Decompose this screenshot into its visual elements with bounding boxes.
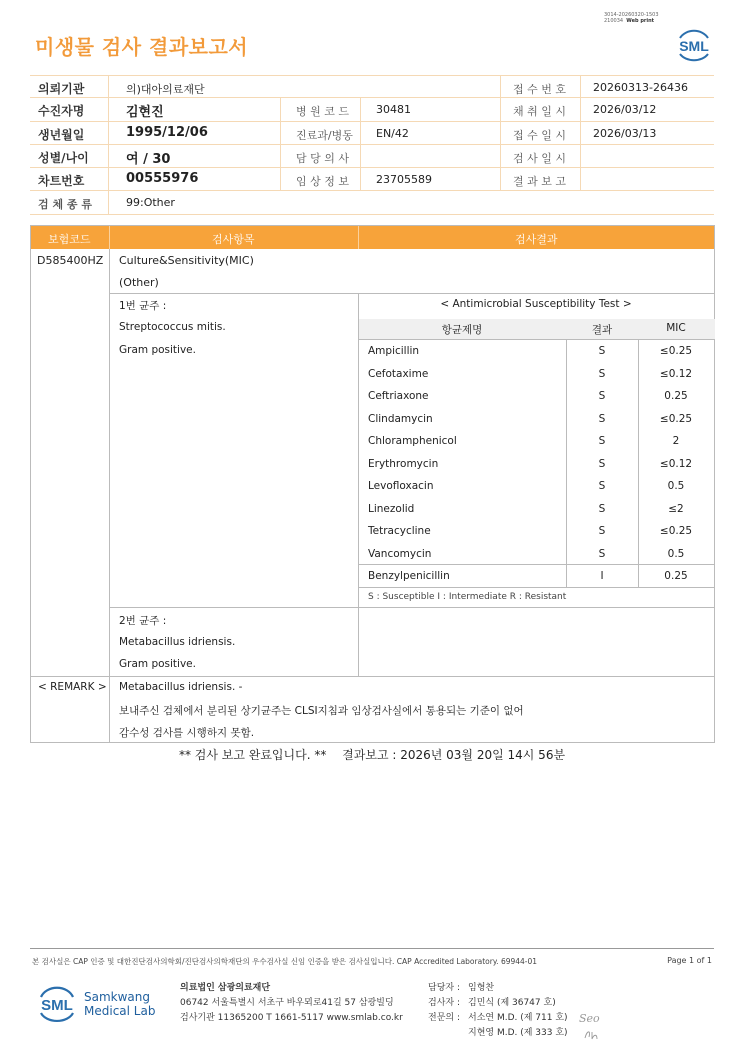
samkwang-logo-text: SML [41,997,73,1014]
info-value: 여 / 30 [126,151,171,167]
col-test-item: 검사항목 [212,233,255,246]
remark-label: < REMARK > [38,681,107,693]
report-time: 결과보고 : 2026년 03월 20일 14시 56분 [342,748,566,762]
ast-mic: 0.25 [664,570,688,582]
info-label: 채 취 일 시 [513,105,566,119]
accreditation-note: 본 검사실은 CAP 인증 및 대한진단검사의학회/진단검사의학재단의 우수검사실 신임 인증을 받은 검사실입니다. CAP Accredited Laboratory. 69944-01 [32,957,538,966]
col-test-result: 검사결과 [515,233,558,246]
remark-line-2: 보내주신 검체에서 분리된 상기균주는 CLSI지침과 임상검사실에서 통용되는 기준이 없어 [119,705,524,717]
remark-line-1: Metabacillus idriensis. - [119,681,243,693]
staff-name: 김민식 (제 36747 호) [468,998,556,1008]
info-row [30,191,714,214]
info-row [30,122,714,145]
organism-2-label: 2번 균주 : [119,615,167,627]
staff-role: 담당자 : [428,983,460,993]
staff-role: 검사자 : [428,998,460,1008]
ast-mic: 0.5 [667,480,685,492]
info-label: 병 원 코 드 [296,105,349,119]
ast-drug: Linezolid [368,502,415,515]
info-label: 임 상 정 보 [296,175,349,189]
lab-address [180,981,403,1026]
info-value: 1995/12/06 [126,124,208,140]
info-row [30,75,714,98]
staff-name: 임형찬 [468,983,495,993]
completion-message: ** 검사 보고 완료입니다. ** [178,748,327,762]
brand-line2: Medical Lab [84,1004,156,1018]
ast-mic: ≤0.12 [659,457,693,470]
ast-drug: Ceftriaxone [368,390,429,402]
ast-drug: Levofloxacin [368,480,434,492]
ast-drug: Tetracycline [368,525,431,537]
ast-result: S [598,345,606,357]
signature-text: Seo [579,1012,600,1025]
test-specimen: (Other) [119,276,159,289]
org-name: 의료법인 삼광의료재단 [180,983,271,993]
ast-result: S [598,480,606,492]
ast-drug: Clindamycin [368,412,433,425]
address-line: 06742 서울특별시 서초구 바우뫼로41길 57 삼광빌딩 [180,998,394,1008]
info-label: 결 과 보 고 [513,175,566,189]
ast-col-mic: MIC [666,322,686,334]
ast-result: I [600,570,604,582]
organism-2-name: Metabacillus idriensis. [119,636,236,648]
info-label: 검 체 종 류 [38,198,92,212]
samkwang-logo [36,982,78,1024]
ast-drug: Chloramphenicol [368,435,457,447]
ast-mic: ≤0.12 [659,367,693,380]
ast-mic: 0.5 [667,547,685,560]
test-name: Culture&Sensitivity(MIC) [119,254,254,267]
ast-mic: ≤2 [668,502,684,515]
col-insurance-code: 보험코드 [48,233,91,246]
ast-result: S [598,367,606,380]
ast-mic: ≤0.25 [659,412,693,425]
info-value: 20260313-26436 [593,81,688,94]
ast-result: S [598,502,606,515]
ast-drug: Erythromycin [368,457,439,470]
info-value: EN/42 [376,126,409,140]
ast-result: S [598,390,606,402]
result-table-header [31,226,714,249]
patient-info [30,75,714,215]
info-value: 30481 [376,103,411,117]
sml-logo-text: SML [679,38,709,54]
ast-mic: ≤0.25 [659,525,693,537]
brand-name [84,990,155,1018]
info-label: 수진자명 [38,104,85,119]
staff-name: 지현영 M.D. (제 333 호) [468,1028,568,1038]
ast-mic: 2 [672,435,680,447]
ast-title: < Antimicrobial Susceptibility Test > [440,298,632,310]
ast-col-result: 결과 [591,324,613,336]
ast-legend: S : Susceptible I : Intermediate R : Resistant [368,592,567,602]
info-label: 담 당 의 사 [296,151,349,165]
ast-result: S [598,435,606,447]
organism-1-name: Streptococcus mitis. [119,321,226,333]
info-value: 99:Other [126,196,175,210]
ast-mic: 0.25 [664,390,688,402]
sml-logo [674,24,714,64]
ast-drug: Cefotaxime [368,367,429,380]
info-label: 생년월일 [38,127,85,142]
info-value: 2026/03/13 [593,126,657,140]
organism-1-label: 1번 균주 : [119,300,167,312]
result-table [30,225,715,743]
info-value: 2026/03/12 [593,103,657,117]
info-label: 차트번호 [38,174,85,189]
staff-name: 서소연 M.D. (제 711 호) [468,1013,568,1023]
info-label: 접 수 번 호 [513,83,566,96]
info-label: 접 수 일 시 [513,128,566,142]
brand-line1: Samkwang [84,990,150,1004]
ast-result: S [598,525,606,537]
page-number: Page 1 of 1 [667,956,712,965]
info-value: 김현진 [126,105,164,121]
ast-drug: Ampicillin [368,345,420,357]
info-label: 진료과/병동 [296,128,353,142]
info-label: 성별/나이 [38,150,89,165]
ast-mic: ≤0.25 [659,345,693,357]
contact-line: 검사기관 11365200 T 1661-5117 www.smlab.co.kr [180,1013,403,1023]
info-value: 의)대아의료재단 [126,83,205,96]
ast-result: S [598,547,606,560]
signature [577,1010,611,1042]
staff-role: 전문의 : [428,1013,460,1023]
ast-drug: Benzylpenicillin [368,570,450,582]
ast-result: S [598,412,606,425]
organism-1-gram: Gram positive. [119,344,196,356]
print-code-line1: 3014-20260320-1503 [604,12,659,18]
completion-line [0,746,744,763]
report-title: 미생물 검사 결과보고서 [35,35,249,59]
organism-2-gram: Gram positive. [119,658,196,670]
info-row [30,145,714,168]
ast-result: S [598,457,606,470]
web-print-label: Web print [626,18,655,24]
ast-drug: Vancomycin [368,547,432,560]
info-value: 23705589 [376,173,432,187]
info-label: 검 사 일 시 [513,151,566,165]
remark-line-3: 감수성 검사를 시행하지 못함. [119,727,255,739]
info-value: 00555976 [126,171,199,187]
insurance-code: D585400HZ [37,254,104,267]
ast-col-drug: 항균제명 [441,324,483,336]
print-code-line2: 210034 [604,18,624,24]
info-row [30,168,714,191]
info-row [30,98,714,121]
print-code [604,12,659,24]
info-label: 의뢰기관 [38,82,85,96]
